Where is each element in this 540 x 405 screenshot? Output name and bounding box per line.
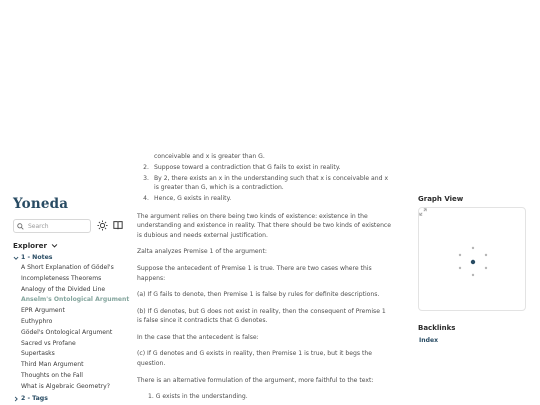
graph-canvas[interactable] [419, 208, 527, 312]
note-link-active[interactable]: Anselm's Ontological Argument [21, 296, 130, 304]
graph-view-title: Graph View [418, 195, 464, 203]
chevron-down-icon [13, 255, 19, 261]
note-link[interactable]: Third Man Argument [21, 361, 84, 369]
paragraph: Suppose the antecedent of Premise 1 is true. There are two cases where this happens: [137, 264, 372, 282]
paragraph: The argument relies on there being two kinds of existence: existence in the understanding and existence in reality. That there should be two kinds of existence is dubious and needs external justification. [137, 212, 392, 239]
book-icon[interactable] [113, 220, 123, 230]
paragraph: There is an alternative formulation of the argument, more faithful to the text: [137, 376, 374, 384]
notes-list [21, 263, 129, 393]
sun-icon[interactable] [97, 220, 108, 231]
list-number: 4. [143, 194, 149, 202]
list-text: By 2, there exists an x in the understanding such that x is conceivable and x is greater than G, which is a contradiction. [154, 174, 389, 192]
note-link[interactable]: Thoughts on the Fall [21, 371, 83, 379]
paragraph: Zalta analyzes Premise 1 of the argument: [137, 248, 267, 256]
backlinks-title: Backlinks [418, 324, 456, 332]
note-link[interactable]: A Short Explanation of Gödel's [21, 264, 114, 271]
paragraph: (c) If G denotes and G exists in reality, then Premise 1 is true, but it begs the question. [137, 350, 372, 368]
list-item [137, 194, 392, 204]
list-item-continued: conceivable and x is greater than G. [154, 153, 265, 160]
graph-node [459, 254, 461, 256]
note-link[interactable]: Supertasks [21, 350, 55, 358]
search-icon [17, 223, 24, 230]
list-text: Hence, G exists in reality. [154, 194, 232, 202]
list-number: 3. [143, 174, 149, 182]
note-link[interactable]: Analogy of the Divided Line [21, 285, 106, 293]
list-item: 1. G exists in the understanding. [148, 393, 248, 401]
folder-label: 1 - Notes [21, 254, 53, 261]
graph-node [471, 260, 475, 264]
graph-node [485, 267, 487, 269]
note-link[interactable]: Sacred vs Profane [21, 339, 76, 347]
folder-tags[interactable] [13, 395, 48, 402]
site-title[interactable]: Yoneda [13, 196, 69, 212]
explorer-toggle[interactable] [13, 241, 58, 250]
folder-notes[interactable] [13, 254, 52, 261]
list-item [137, 174, 392, 193]
paragraph: (a) If G fails to denote, then Premise 1 is false by rules for definite descriptions. [137, 291, 380, 299]
list-number: 2. [143, 163, 149, 171]
paragraph: In the case that the antecedent is false: [137, 333, 259, 341]
graph-node [472, 274, 474, 276]
list-item [137, 163, 392, 173]
backlink-item[interactable]: Index [419, 337, 439, 344]
search-placeholder: Search [28, 222, 49, 230]
note-link[interactable]: EPR Argument [21, 307, 65, 315]
search-box[interactable] [13, 219, 91, 233]
graph-view[interactable] [418, 207, 526, 311]
graph-node [485, 254, 487, 256]
paragraph: (b) If G denotes, but G does not exist in reality, then the consequent of Premise 1 is false since it contradicts that G denotes. [137, 307, 386, 325]
list-text: Suppose toward a contradiction that G fails to exist in reality. [154, 163, 341, 171]
note-link[interactable]: Incompleteness Theorems [21, 274, 102, 282]
graph-node [472, 247, 474, 249]
expand-icon[interactable] [419, 208, 427, 216]
folder-label: 2 - Tags [21, 395, 48, 402]
note-link[interactable]: What is Algebraic Geometry? [21, 382, 110, 390]
article-body [137, 152, 392, 402]
note-link[interactable]: Euthyphro [21, 317, 53, 325]
explorer-title: Explorer [13, 241, 48, 250]
chevron-right-icon [13, 396, 19, 402]
graph-node [459, 267, 461, 269]
chevron-down-icon [51, 242, 58, 249]
note-link[interactable]: Gödel's Ontological Argument [21, 328, 113, 336]
